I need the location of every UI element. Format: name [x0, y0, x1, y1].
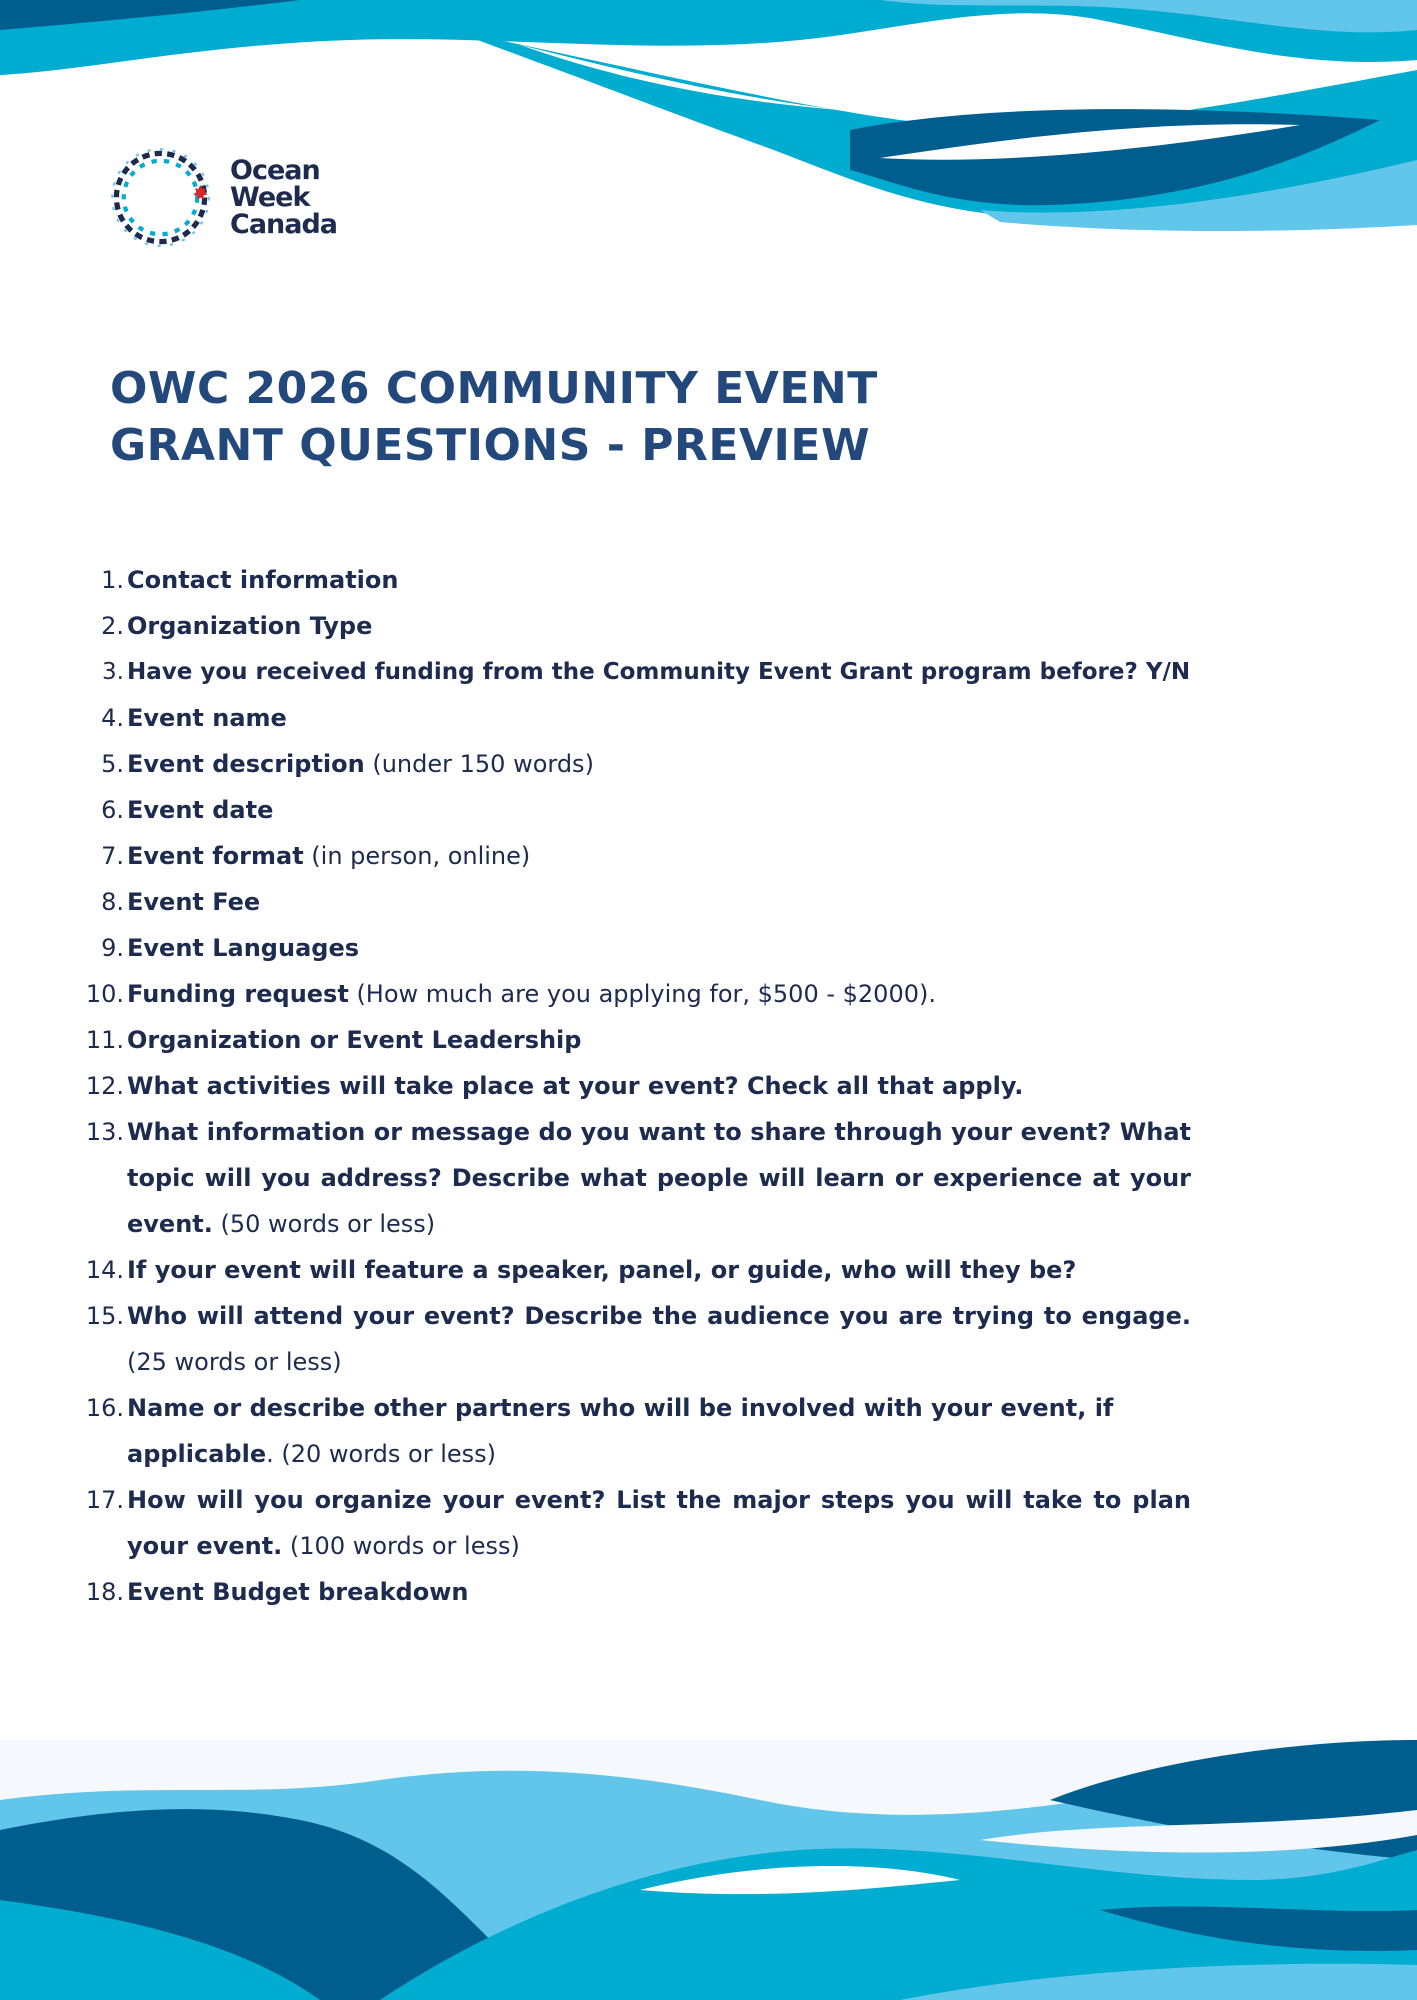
question-text: Event description — [127, 750, 365, 778]
ocean-week-canada-logo — [108, 145, 368, 255]
item-number: 15. — [85, 1302, 124, 1330]
question-text: Event Budget breakdown — [127, 1578, 469, 1606]
question-text: Event Fee — [127, 888, 261, 916]
fish-ring-icon — [108, 145, 213, 250]
question-text: Event Languages — [127, 934, 360, 962]
list-item — [0, 1293, 1191, 1385]
list-item — [0, 787, 1191, 833]
item-number: 4. — [101, 704, 124, 732]
page-title — [110, 360, 1210, 474]
question-note: (How much are you applying for, $500 - $2000). — [348, 980, 936, 1008]
list-item — [0, 695, 1191, 741]
question-text: If your event will feature a speaker, panel, or guide, who will they be? — [127, 1256, 1077, 1284]
list-item — [0, 1477, 1191, 1569]
item-number: 3. — [102, 659, 124, 685]
item-number: 2. — [101, 612, 124, 640]
list-item — [0, 971, 1191, 1017]
item-number: 16. — [85, 1394, 124, 1422]
question-text: Organization Type — [127, 612, 373, 640]
question-text: Who will attend your event? Describe the audience you are trying to engage. — [127, 1302, 1191, 1330]
brand-name-line: Week — [230, 182, 310, 213]
list-item — [0, 649, 1417, 695]
question-text: Have you received funding from the Community Event Grant program before? Y/N — [127, 659, 1191, 685]
item-number: 6. — [101, 796, 124, 824]
question-text: Organization or Event Leadership — [127, 1026, 582, 1054]
list-item — [0, 1063, 1191, 1109]
title-line: OWC 2026 COMMUNITY EVENT — [110, 363, 878, 414]
question-text: Event date — [127, 796, 274, 824]
list-item — [0, 1569, 1191, 1615]
item-number: 17. — [85, 1486, 124, 1514]
list-item — [0, 879, 1191, 925]
question-text: Event format — [127, 842, 304, 870]
question-text: How will you organize your event? List the major steps you will take to plan your event. — [127, 1486, 1191, 1560]
item-number: 18. — [85, 1578, 124, 1606]
question-note: (100 words or less) — [282, 1532, 520, 1560]
list-item — [0, 741, 1191, 787]
question-text: What information or message do you want to share through your event? What topic will you address? Describe what people will learn or experience at your event. — [127, 1118, 1191, 1238]
brand-name-line: Canada — [230, 209, 338, 240]
question-text: Name or describe other partners who will be involved with your event, if applicable — [127, 1394, 1114, 1468]
brand-name-line: Ocean — [230, 155, 320, 186]
brand-name — [230, 157, 337, 238]
list-item — [0, 1385, 1191, 1477]
question-text: Funding request — [127, 980, 349, 1008]
question-note: (25 words or less) — [127, 1348, 342, 1376]
list-item — [0, 557, 1191, 603]
item-number: 12. — [85, 1072, 124, 1100]
bottom-wave-banner — [0, 1740, 1417, 2000]
question-note: (in person, online) — [303, 842, 531, 870]
item-number: 10. — [85, 980, 124, 1008]
question-note: . (20 words or less) — [266, 1440, 497, 1468]
item-number: 14. — [85, 1256, 124, 1284]
question-text: What activities will take place at your event? Check all that apply. — [127, 1072, 1024, 1100]
question-list — [0, 557, 1417, 1615]
list-item — [0, 1247, 1191, 1293]
item-number: 13. — [85, 1118, 124, 1146]
item-number: 7. — [101, 842, 124, 870]
item-number: 8. — [101, 888, 124, 916]
list-item — [0, 603, 1191, 649]
list-item — [0, 925, 1191, 971]
question-text: Contact information — [127, 566, 399, 594]
item-number: 1. — [101, 566, 124, 594]
list-item — [0, 1109, 1191, 1247]
item-number: 9. — [101, 934, 124, 962]
question-note: (under 150 words) — [364, 750, 594, 778]
item-number: 5. — [101, 750, 124, 778]
list-item — [0, 833, 1191, 879]
question-text: Event name — [127, 704, 287, 732]
item-number: 11. — [85, 1026, 124, 1054]
question-note: (50 words or less) — [212, 1210, 436, 1238]
list-item — [0, 1017, 1191, 1063]
title-line: GRANT QUESTIONS - PREVIEW — [110, 420, 870, 471]
